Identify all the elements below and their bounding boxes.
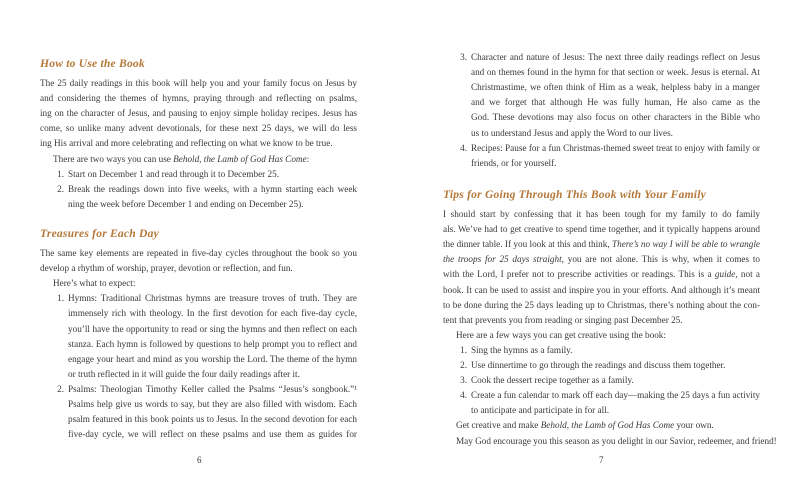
list-item-line: [68, 322, 357, 337]
text-segment: Psalms: Theologian Timothy Keller called the Psalms “Jesus’s songbook.”¹: [68, 383, 357, 394]
text-segment: immensely rich with theology. In the first devotion for each five-day cycle,: [68, 308, 357, 319]
text-segment: and considering the themes of hymns, praying through and reflecting on psalms,: [40, 93, 357, 104]
list-item-line: [68, 352, 357, 367]
list-item-line: [68, 182, 357, 197]
text-segment: Sing the hymns as a family.: [471, 344, 573, 355]
text-segment: , you are not alone. This is why, when it comes to: [561, 254, 760, 265]
list-item-line: [68, 397, 357, 412]
list-item-line: [471, 126, 760, 141]
text-segment: God. These devotions may also focus on other characters in the Bible who: [471, 112, 760, 123]
text-segment: to anticipate and participate in for all.: [471, 405, 610, 416]
list-number: 1.: [57, 293, 64, 304]
text-line: [456, 434, 777, 449]
text-line: [443, 298, 760, 313]
list-number: 3.: [460, 52, 467, 62]
page-number: 6: [197, 455, 202, 465]
text-segment: you’ll have the opportunity to read or sing the hymns and then reflect on each: [68, 323, 357, 334]
text-line: [443, 283, 760, 298]
list-number: 3.: [460, 375, 467, 386]
list-item-line: [471, 343, 760, 358]
list-item-line: [471, 388, 760, 403]
text-segment: Get creative and make: [456, 420, 541, 431]
text-line: [40, 76, 357, 91]
text-segment: May God encourage you this season as you delight in our Savior, redeemer, and friend!: [456, 435, 777, 446]
text-segment: Recipes: Pause for a fun Christmas-themed sweet treat to enjoy with family or: [471, 142, 760, 153]
list-item-line: [68, 367, 357, 382]
list-item-line: [471, 358, 760, 373]
text-segment: ing on the character of Jesus, and pausing to enjoy simple holiday recipes. Jesus has: [40, 108, 357, 119]
list-item-line: [68, 306, 357, 321]
text-line: [40, 121, 357, 136]
list-item-line: [68, 337, 357, 352]
text-segment: The 25 daily readings in this book will help you and your family focus on Jesus by: [40, 78, 357, 88]
text-segment: five-day cycle, we will reflect on these psalms and use them as guides for: [68, 429, 357, 440]
list-item-line: [68, 382, 357, 397]
text-segment: psalm featured in this book points us to Jesus. In the second devotion for each: [68, 414, 357, 425]
text-line: [443, 222, 760, 237]
text-line: [443, 252, 760, 267]
text-segment: develop a rhythm of worship, prayer, devotion or reflection, and fun.: [40, 263, 293, 274]
text-segment: or truth reflected in it will guide the four daily readings after it.: [68, 368, 300, 379]
text-segment: :: [306, 153, 310, 164]
text-segment: Here’s what to expect:: [53, 278, 136, 289]
text-segment: come, so unlike many advent devotionals, for these next 25 days, we will do less: [40, 123, 357, 134]
text-line: [40, 106, 357, 121]
text-segment: ning the week before December 1 and ending on December 25).: [68, 198, 304, 209]
text-segment: Christmastime, we often think of Him as a weak, helpless baby in a manger: [471, 82, 760, 93]
italic-text: Behold, the Lamb of God Has Come: [173, 153, 307, 164]
text-segment: als. We’ve had to get creative to spend time together, and it typically happens around: [443, 224, 760, 235]
list-number: 4.: [460, 390, 467, 401]
text-segment: There are two ways you can use: [53, 153, 174, 164]
list-number: 2.: [57, 383, 64, 394]
text-segment: with the Lord, I prefer not to prescribe activities or readings. This is a: [443, 269, 715, 280]
text-line: [40, 91, 357, 106]
text-line: [40, 246, 357, 261]
right-page: [400, 0, 800, 498]
list-number: 1.: [57, 168, 64, 179]
text-segment: engage your heart and mind as you worship the Lord. The theme of the hymn: [68, 353, 357, 364]
section-heading: Treasures for Each Day: [40, 227, 159, 240]
italic-text: Behold, the Lamb of God Has Come: [540, 420, 675, 431]
list-item-line: [471, 403, 760, 418]
list-number: 4.: [460, 142, 467, 153]
text-segment: I should start by confessing that it has been tough for my family to do family: [443, 209, 760, 219]
text-segment: Break the readings down into five weeks, with a hymn starting each week: [68, 183, 357, 194]
list-item-line: [68, 197, 357, 212]
section-heading: How to Use the Book: [40, 57, 145, 70]
text-segment: Use dinnertime to go through the readings and discuss them together.: [471, 360, 726, 370]
text-line: [443, 207, 760, 222]
text-segment: your own.: [674, 420, 714, 431]
list-item-line: [471, 50, 760, 65]
italic-text: the troops for 25 days straight: [443, 254, 562, 265]
list-item-line: [471, 373, 760, 388]
text-segment: ing His arrival and more celebrating and reflecting on what we know to be true.: [40, 138, 333, 149]
text-segment: Character and nature of Jesus: The next three daily readings reflect on Jesus: [471, 52, 760, 62]
text-segment: and on themes found in the hymn for that section or week. Jesus is eternal. At: [471, 67, 760, 78]
text-line: [443, 267, 760, 282]
text-line: [456, 418, 760, 433]
text-segment: to be done during the 25 days leading up to Christmas, there’s nothing about the con-: [443, 299, 760, 310]
list-item-line: [471, 65, 760, 80]
italic-text: There’s no way I will be able to wrangle: [612, 239, 760, 250]
text-line: [53, 152, 357, 167]
list-item-line: [68, 412, 357, 427]
list-number: 1.: [460, 344, 467, 355]
text-segment: Hymns: Traditional Christmas hymns are treasure troves of truth. They are: [68, 293, 357, 304]
text-segment: tent that prevents you from reading or singing past December 25.: [443, 314, 683, 325]
text-segment: Here are a few ways you can get creative using the book:: [456, 329, 666, 340]
text-line: [53, 276, 357, 291]
page-number: 7: [599, 455, 604, 465]
list-item-line: [68, 427, 357, 442]
text-segment: the dinner table. If you look at this and think,: [443, 239, 613, 250]
text-segment: us to understand Jesus and apply the Word to our lives.: [471, 127, 673, 138]
list-item-line: [471, 80, 760, 95]
text-line: [443, 313, 760, 328]
text-segment: Psalms help give us words to say, but they are also filled with wisdom. Each: [68, 399, 357, 409]
list-item-line: [471, 141, 760, 156]
italic-text: guide: [714, 269, 736, 280]
text-segment: stanza. Each hymn is followed by questions to help prompt you to reflect and: [68, 338, 357, 349]
text-line: [443, 237, 760, 252]
text-line: [40, 261, 357, 276]
text-segment: Create a fun calendar to mark off each day—making the 25 days a fun activity: [471, 390, 760, 401]
list-item-line: [68, 291, 357, 306]
text-segment: and we forget that although He was fully human, He also came as the: [471, 97, 760, 108]
list-item-line: [471, 110, 760, 125]
text-segment: book. It can be used to assist and inspire you in your efforts. And although it’s meant: [443, 284, 760, 295]
list-item-line: [471, 156, 760, 171]
list-item-line: [68, 167, 357, 182]
list-item-line: [471, 95, 760, 110]
section-heading: Tips for Going Through This Book with Your Family: [443, 188, 706, 201]
text-segment: Cook the dessert recipe together as a family.: [471, 375, 634, 386]
list-number: 2.: [460, 360, 467, 370]
text-segment: Start on December 1 and read through it to December 25.: [68, 168, 279, 179]
list-number: 2.: [57, 183, 64, 194]
text-line: [456, 328, 760, 343]
text-segment: friends, or for yourself.: [471, 157, 557, 168]
text-segment: , not a: [735, 269, 760, 280]
text-segment: The same key elements are repeated in five-day cycles throughout the book so you: [40, 248, 357, 258]
text-line: [40, 136, 357, 151]
